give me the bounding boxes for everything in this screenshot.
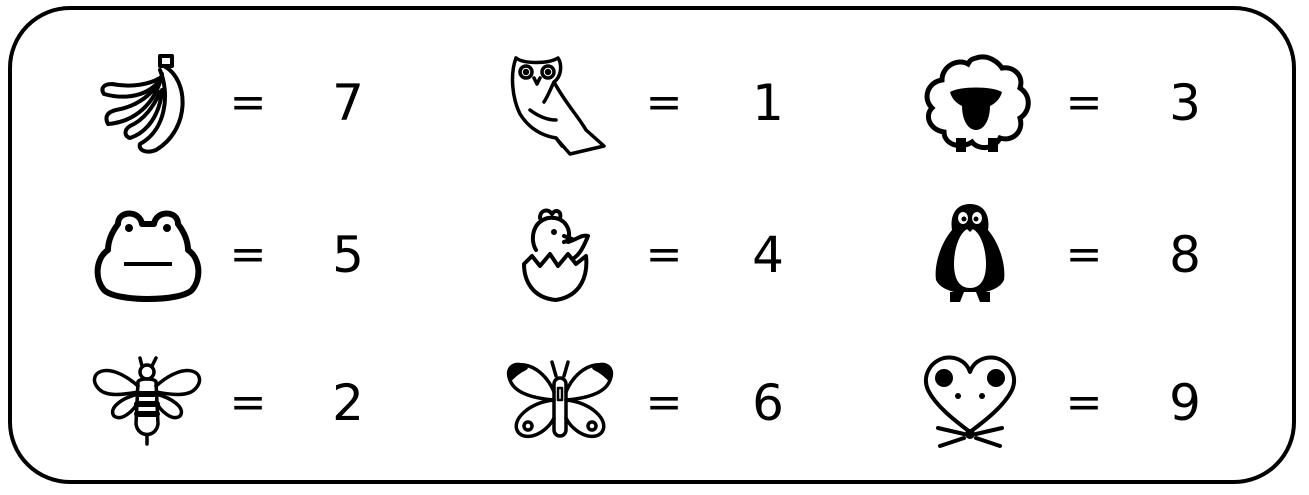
sheep-value: 3 [1169, 74, 1201, 132]
frog-value: 5 [332, 226, 364, 284]
owl-icon [500, 50, 620, 160]
banana-icon [86, 50, 206, 160]
equals-sign: = [1065, 229, 1103, 280]
bee-value: 2 [332, 374, 364, 432]
equals-sign: = [229, 77, 267, 128]
penguin-value: 8 [1169, 226, 1201, 284]
equals-sign: = [645, 77, 683, 128]
penguin-icon [910, 200, 1030, 310]
butterfly-value: 6 [752, 374, 784, 432]
chick-value: 4 [752, 226, 784, 284]
banana-value: 7 [332, 74, 364, 132]
equals-sign: = [1065, 77, 1103, 128]
sheep-icon [916, 50, 1036, 160]
equals-sign: = [229, 377, 267, 428]
equals-sign: = [229, 229, 267, 280]
chick-icon [496, 200, 616, 310]
mouse-value: 9 [1169, 374, 1201, 432]
bee-icon [86, 352, 206, 462]
owl-value: 1 [752, 74, 784, 132]
frog-icon [88, 202, 208, 312]
equals-sign: = [1065, 377, 1103, 428]
butterfly-icon [500, 352, 620, 462]
mouse-icon [910, 350, 1030, 460]
equals-sign: = [645, 229, 683, 280]
equals-sign: = [645, 377, 683, 428]
